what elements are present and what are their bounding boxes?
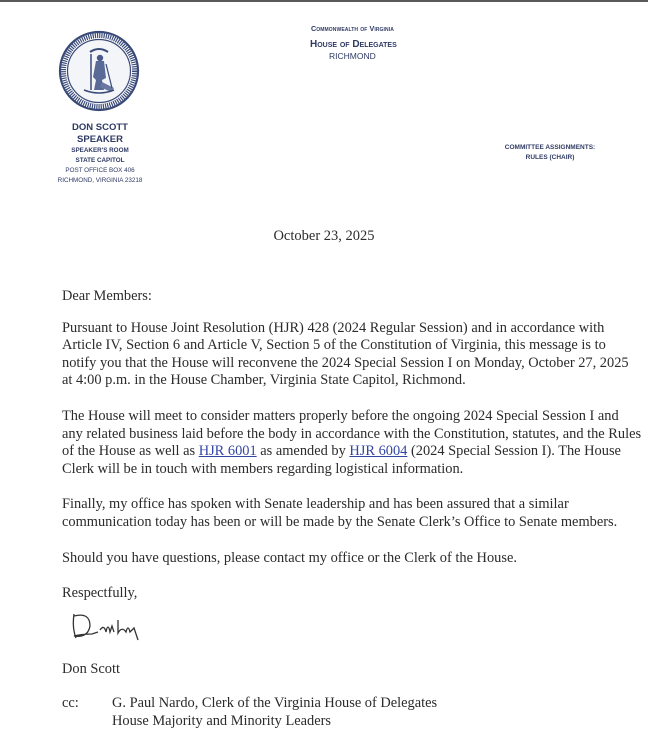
commonwealth-label: Commonwealth of Virginia xyxy=(311,24,394,33)
signer-name: Don Scott xyxy=(62,661,120,677)
hjr-6004-link[interactable]: HJR 6004 xyxy=(349,443,408,460)
cc-recipient: House Majority and Minority Leaders xyxy=(112,712,332,729)
sender-po-box: POST OFFICE BOX 406 xyxy=(65,167,135,174)
cc-recipient: G. Paul Nardo, Clerk of the Virginia House of Delegates xyxy=(112,695,438,711)
sender-room: SPEAKER'S ROOM xyxy=(71,147,129,154)
letterhead-center xyxy=(300,24,440,61)
sender-title: SPEAKER xyxy=(77,134,123,145)
closing: Respectfully, xyxy=(62,585,138,602)
committee-heading: COMMITTEE ASSIGNMENTS: xyxy=(504,144,596,151)
cc-label: cc: xyxy=(62,695,79,711)
city-label: RICHMOND xyxy=(329,51,376,61)
sender-address: RICHMOND, VIRGINIA 23218 xyxy=(57,177,143,184)
paragraph-4: Should you have questions, please contact my office or the Clerk of the House. xyxy=(62,549,517,566)
paragraph-2 xyxy=(62,408,642,478)
paragraph-2-text-a: The House will meet to consider matters properly before the ongoing 2024 Special Session I and any related business laid before the body in accordance with the Constitution, statutes, and the Rules of the House as well as xyxy=(62,407,642,460)
seal-of-virginia-icon xyxy=(58,30,140,112)
top-border xyxy=(0,0,648,2)
handwritten-signature xyxy=(68,606,168,646)
committee-assignment: RULES (CHAIR) xyxy=(525,154,575,161)
letter-date: October 23, 2025 xyxy=(273,228,375,244)
committee-block xyxy=(490,143,610,163)
cc-recipients xyxy=(112,695,437,730)
salutation: Dear Members: xyxy=(62,288,152,304)
sender-building: STATE CAPITOL xyxy=(75,157,125,164)
paragraph-2-text-b: as amended by xyxy=(256,443,350,460)
paragraph-2-text-c: (2024 Special Session I). The House Clerk will be in touch with members regarding logistical information. xyxy=(62,443,621,477)
sender-name: DON SCOTT xyxy=(72,122,128,133)
paragraph-3: Finally, my office has spoken with Senate leadership and has been assured that a similar communication today has been or will be made by the Senate Clerk’s Office to Senate members. xyxy=(62,496,618,530)
hjr-6001-link[interactable]: HJR 6001 xyxy=(198,443,257,460)
letterhead-sender-block xyxy=(30,122,170,186)
letter-body xyxy=(62,288,642,621)
paragraph-1: Pursuant to House Joint Resolution (HJR) 428 (2024 Regular Session) and in accordance with Article IV, Section 6 and Article V, Section 5 of the Constitution of Virginia, this message is to notify you that the House will reconvene the 2024 Special Session I on Monday, October 27, 2025 at 4:00 p.m. in the House Chamber, Virginia State Capitol, Richmond. xyxy=(62,319,629,389)
house-of-delegates-title: House of Delegates xyxy=(310,39,397,50)
